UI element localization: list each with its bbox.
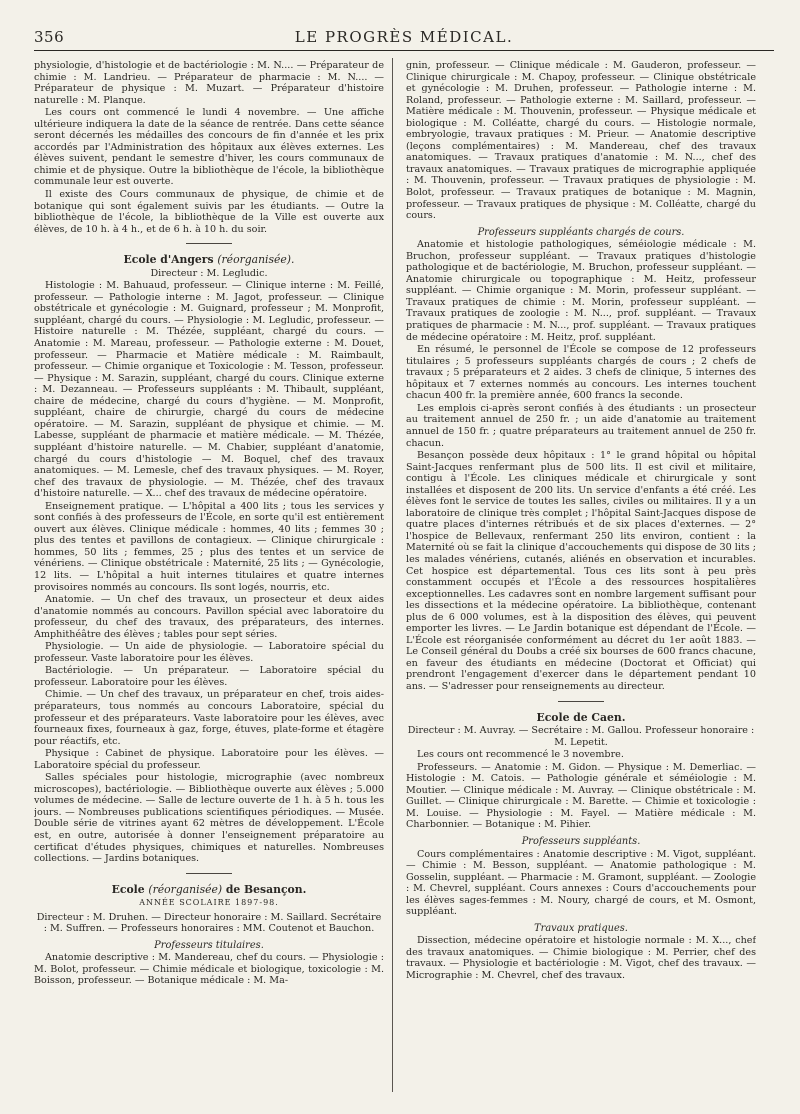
paragraph: Histologie : M. Bahuaud, professeur. — Clinique interne : M. Feillé, professeur. — Pathologie interne : M. Jagot, professeur. — Clinique obstétricale et gynécologie : M. Guignard, professeur ; M. Monprofit, suppléant, chargé du cours. — Physiologie : M. Legludic, professeur. — Histoire naturelle : M. Thézée, suppléant, chargé du cours. — Anatomie : M. Mareau, professeur. — Pathologie externe : M. Douet, professeur. — Pharmacie et Matière médicale : M. Raimbault, professeur. — Chimie organique et Toxicologie : M. Tesson, professeur. — Physique : M. Sarazin, suppléant, chargé du cours. Clinique externe : M. Dezanneau. — Professeurs suppléants : M. Thibault, suppléant, chaire de médecine, chargé du cours d'hygiène. — M. Monprofit, suppléant, chaire de chirurgie, chargé du cours de médecine opératoire. — M. Sarazin, suppléant de physique et chimie. — M. Labesse, suppléant de pharmacie et matière médicale. — M. Thézée, suppléant d'histoire naturelle. — M. Chabier, suppléant d'anatomie, chargé du cours d'histologie — M. Boquel, chef des travaux anatomiques. — M. Lemesle, chef des travaux physiques. — M. Royer, chef des travaux de physiologie. — M. Thézée, chef des travaux d'histoire naturelle. — X... chef des travaux de médecine opératoire.: [34, 280, 384, 500]
section-separator: [558, 701, 604, 702]
paragraph: Physique : Cabinet de physique. Laboratoire pour les élèves. — Laboratoire spécial du professeur.: [34, 748, 384, 771]
section-heading-text: Ecole d'Angers: [123, 253, 214, 267]
subsection-heading: Professeurs titulaires.: [154, 939, 264, 951]
column-divider: [392, 58, 393, 1092]
page-number: 356: [34, 28, 65, 46]
right-column: [406, 60, 756, 1092]
paragraph: Besançon possède deux hôpitaux : 1° le grand hôpital ou hôpital Saint-Jacques renfermant plus de 500 lits. Il est civil et militaire, contigu à l'École. Les cliniques médicale et chirurgicale y sont installées et disposent de 200 lits. Un service d'enfants a été créé. Les élèves font le service de toutes les salles, civiles ou militaires. Il y a un laboratoire de clinique très complet ; l'hôpital Saint-Jacques dispose de quatre places d'internes rétribués et de six places d'externes. — 2° l'hospice de Bellevaux, renfermant 250 lits environ, contient : la Maternité où se fait la clinique d'accouchements qui dispose de 30 lits ; les malades vénériens, cutanés, aliénés en observation et incurables. Cet hospice est départemental. Tous ces lits sont à peu près constamment occupés et l'École a des ressources hospitalières exceptionnelles. Les cadavres sont en nombre largement suffisant pour les dissections et la médecine opératoire. La bibliothèque, contenant plus de 6 000 volumes, est à la disposition des élèves, qui peuvent emporter les livres. — Le Jardin botanique est dépendant de l'École. — L'École est réorganisée conformément au décret du 1er août 1883. — Le Conseil général du Doubs a créé six bourses de 600 francs chacune, en faveur des étudiants en médecine (Doctorat et Officiat) qui prendront l'engagement d'exercer dans le département pendant 10 ans. — S'adresser pour renseignements au directeur.: [406, 450, 756, 692]
paragraph: Anatomie et histologie pathologiques, séméiologie médicale : M. Bruchon, professeur suppléant. — Travaux pratiques d'histologie pathologique et de bactériologie, M. Bruchon, professeur suppléant. — Anatomie chirurgicale ou topographique : M. Heitz, professeur suppléant. — Chimie organique : M. Morin, professeur suppléant. — Travaux pratiques de chimie : M. Morin, professeur suppléant. — Travaux pratiques de zoologie : M. N..., prof. suppléant. — Travaux pratiques de pharmacie : M. N..., prof. suppléant. — Travaux pratiques de médecine opératoire : M. Heitz, prof. suppléant.: [406, 239, 756, 343]
staff-line: Directeur : M. Auvray. — Secrétaire : M. Gallou. Professeur honoraire : M. Lepetit.: [407, 725, 755, 748]
paragraph: Cours complémentaires : Anatomie descriptive : M. Vigot, suppléant. — Chimie : M. Besson, suppléant. — Anatomie pathologique : M. Gosselin, suppléant. — Pharmacie : M. Gramont, suppléant. — Zoologie : M. Chevrel, suppléant. Cours annexes : Cours d'accouchements pour les élèves sages-femmes : M. Noury, chargé de cours, et M. Osmont, suppléant.: [406, 848, 756, 918]
section-heading-text: Ecole: [111, 882, 145, 896]
staff-line: Directeur : M. Legludic.: [150, 267, 268, 279]
paragraph: Professeurs. — Anatomie : M. Gidon. — Physique : M. Demerliac. — Histologie : M. Catois. — Pathologie générale et séméiologie : M. Moutier. — Clinique médicale : M. Auvray. — Clinique obstétricale : M. Guillet. — Clinique chirurgicale : M. Barette. — Chimie et toxicologie : M. Louise. — Physiologie : M. Fayel. — Matière médicale : M. Charbonnier. — Botanique : M. Pihier.: [406, 761, 756, 831]
paragraph: Bactériologie. — Un préparateur. — Laboratoire spécial du professeur. Laboratoire pour les élèves.: [34, 665, 384, 688]
paragraph: Enseignement pratique. — L'hôpital a 400 lits ; tous les services y sont confiés à des professeurs de l'École, en sorte qu'il est entièrement ouvert aux élèves. Clinique médicale : hommes, 40 lits ; femmes 30 ; plus des tentes et pavillons de contagieux. — Clinique chirurgicale : hommes, 50 lits ; femmes, 25 ; plus des tentes et un service de vénériens. — Clinique obstétricale : Maternité, 25 lits ; — Gynécologie, 12 lits. — L'hôpital a huit internes titulaires et quatre internes provisoires nommés au concours. Ils sont logés, nourris, etc.: [34, 500, 384, 593]
paragraph: Il existe des Cours communaux de physique, de chimie et de botanique qui sont également suivis par les étudiants. — Outre la bibliothèque de l'école, la bibliothèque de la Ville est ouverte aux élèves, de 10 h. à 4 h., et de 6 h. à 10 h. du soir.: [34, 189, 384, 235]
paragraph: Les emplois ci-après seront confiés à des étudiants : un prosecteur au traitement annuel de 250 fr. ; un aide d'anatomie au traitement annuel de 150 fr. ; quatre préparateurs au traitement annuel de 250 fr. chacun.: [406, 402, 756, 449]
section-heading-text: de Besançon.: [225, 882, 307, 896]
paragraph: Physiologie. — Un aide de physiologie. — Laboratoire spécial du professeur. Vaste laboratoire pour les élèves.: [34, 641, 384, 664]
academic-year: ANNÉE SCOLAIRE 1897-98.: [139, 898, 279, 908]
paragraph: physiologie, d'histologie et de bactériologie : M. N.... — Préparateur de chimie : M. Landrieu. — Préparateur de pharmacie : M. N.... — Préparateur de physique : M. Muzart. — Préparateur d'histoire naturelle : M. Planque.: [34, 60, 384, 106]
paragraph: Salles spéciales pour histologie, micrographie (avec nombreux microscopes), bactériologie. — Bibliothèque ouverte aux élèves ; 5.000 volumes de médecine. — Salle de lecture ouverte de 1 h. à 5 h. tous les jours. — Nombreuses publications scientifiques périodiques. — Musée. Double série de vitrines ayant 62 mètres de développement. L'École est, en outre, autorisée à donner l'enseignement préparatoire au certificat d'études physiques, chimiques et naturelles. Nombreuses collections. — Jardins botaniques.: [34, 772, 384, 865]
section-heading: [406, 712, 756, 724]
section-heading: [34, 884, 384, 896]
paragraph: Chimie. — Un chef des travaux, un préparateur en chef, trois aides-préparateurs, tous nommés au concours Laboratoire, spécial du professeur et des préparateurs. Vaste laboratoire pour les élèves, avec fourneaux fixes, fourneaux à gaz, forge, étuves, plate-forme et étagère pour réactifs, etc.: [34, 689, 384, 747]
section-separator: [186, 873, 232, 874]
paragraph: Anatomie. — Un chef des travaux, un prosecteur et deux aides d'anatomie nommés au concours. Pavillon spécial avec laboratoire du professeur, du chef des travaux, des préparateurs, des internes. Amphithéâtre des élèves ; tables pour sept séries.: [34, 594, 384, 640]
subsection-heading: Professeurs suppléants chargés de cours.: [477, 226, 685, 238]
section-heading: [34, 254, 384, 266]
journal-title: LE PROGRÈS MÉDICAL.: [294, 28, 514, 46]
left-column: [34, 60, 384, 1092]
paragraph: Les cours ont recommencé le 3 novembre.: [417, 749, 624, 761]
paragraph: Dissection, médecine opératoire et histologie normale : M. X..., chef des travaux anatomiques. — Chimie biologique : M. Perrier, chef des travaux. — Physiologie et bactériologie : M. Vigot, chef des travaux. — Micrographie : M. Chevrel, chef des travaux.: [406, 935, 756, 982]
page-header: [34, 26, 774, 51]
paragraph: En résumé, le personnel de l'École se compose de 12 professeurs titulaires ; 5 professeurs suppléants chargés de cours ; 2 chefs de travaux ; 5 préparateurs et 2 aides. 3 chefs de clinique, 5 internes des hôpitaux et 7 externes nommés au concours. Les internes touchent chacun 400 fr. la première année, 600 francs la seconde.: [406, 344, 756, 402]
staff-line: Directeur : M. Druhen. — Directeur honoraire : M. Saillard. Secrétaire : M. Suffren. — Professeurs honoraires : MM. Coutenot et Bauchon.: [36, 911, 382, 935]
section-heading-note: (réorganisée): [148, 882, 223, 896]
subsection-heading: Professeurs suppléants.: [521, 836, 641, 847]
subsection-heading: Travaux pratiques.: [534, 922, 628, 934]
paragraph: Anatomie descriptive : M. Mandereau, chef du cours. — Physiologie : M. Bolot, professeur. — Chimie médicale et biologique, toxicologie : M. Boisson, professeur. — Botanique médicale : M. Ma-: [34, 952, 384, 987]
section-heading-text: Ecole de Caen.: [536, 710, 626, 724]
section-separator: [186, 243, 232, 244]
section-heading-note: (réorganisée).: [217, 253, 295, 267]
paragraph: gnin, professeur. — Clinique médicale : M. Gauderon, professeur. — Clinique chirurgicale : M. Chapoy, professeur. — Clinique obstétricale et gynécologie : M. Druhen, professeur. — Pathologie interne : M. Roland, professeur. — Pathologie externe : M. Saillard, professeur. — Matière médicale : M. Thouvenin, professeur. — Physique médicale et biologique : M. Colléatte, chargé du cours. — Histologie normale, embryologie, travaux pratiques : M. Prieur. — Anatomie descriptive (leçons complémentaires) : M. Mandereau, chef des travaux anatomiques. — Travaux pratiques d'anatomie : M. N..., chef des travaux anatomiques. — Travaux pratiques de micrographie appliquée : M. Thouvenin, professeur. — Travaux pratiques de physiologie : M. Bolot, professeur. — Travaux pratiques de botanique : M. Magnin, professeur. — Travaux pratiques de physique : M. Colléatte, chargé du cours.: [406, 60, 756, 222]
paragraph: Les cours ont commencé le lundi 4 novembre. — Une affiche ultérieure indiquera la date de la séance de rentrée. Dans cette séance seront décernés les médailles des concours de fin d'année et les prix accordés par l'Administration des hôpitaux aux élèves externes. Les élèves suivent, pendant le semestre d'hiver, les cours communaux de chimie et de physique. Outre la bibliothèque de l'école, la bibliothèque communale leur est ouverte.: [34, 107, 384, 188]
